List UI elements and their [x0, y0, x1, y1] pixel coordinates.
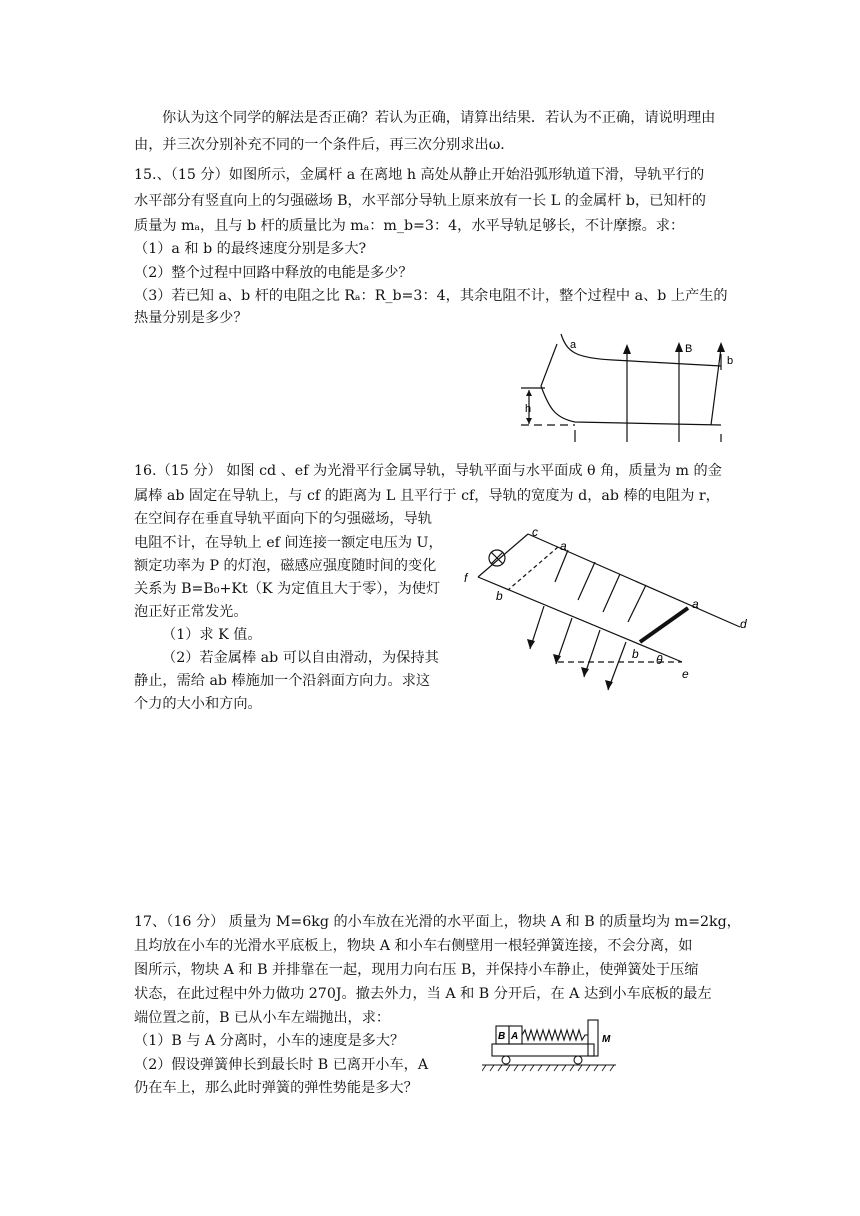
- q16-line-3: 在空间存在垂直导轨平面向下的匀强磁场，导轨: [134, 511, 432, 527]
- q15-line-3: 质量为 mₐ，且与 b 杆的质量比为 mₐ：m_b=3：4，水平导轨足够长，不计摩擦。求：: [134, 218, 685, 234]
- q16-label-c: c: [532, 525, 538, 539]
- q17-wheel-left: [502, 1056, 510, 1064]
- q16-rail-cf: [478, 534, 528, 577]
- q16-line-8: （1）求 K 值。: [162, 627, 262, 643]
- q16-line-2: 属棒 ab 固定在导轨上，与 cf 的距离为 L 且平行于 cf，导轨的宽度为 d，ab 棒的电阻为 r，: [134, 488, 720, 504]
- q17-spring: [522, 1030, 588, 1040]
- q15-arrowhead-3: [717, 342, 725, 352]
- q15-label-b: b: [727, 355, 734, 367]
- q16-line-4: 电阻不计，在导轨上 ef 间连接一额定电压为 U，: [134, 535, 443, 551]
- q15-label-h: h: [525, 403, 532, 415]
- q15-line-4: （1）a 和 b 的最终速度分别是多大?: [134, 241, 367, 257]
- intro-line-1: 你认为这个同学的解法是否正确？若认为正确，请算出结果．若认为不正确，请说明理由: [162, 110, 716, 126]
- q15-lower-rail: [541, 386, 721, 425]
- q17-line-8: 仍在车上，那么此时弹簧的弹性势能是多大？: [134, 1080, 418, 1096]
- q16-line-6: 关系为 B=B₀+Kt（K 为定值且大于零），为使灯: [134, 581, 441, 597]
- q17-line-6: （1）B 与 A 分离时，小车的速度是多大？: [134, 1033, 405, 1049]
- q15-line-2: 水平部分有竖直向上的匀强磁场 B，水平部分导轨上原来放有一长 L 的金属杆 b，已知杆的: [134, 193, 706, 209]
- q15-arrowhead-2: [675, 342, 683, 352]
- q16-line-7: 泡正好正常发光。: [134, 604, 248, 620]
- q17-line-5: 端位置之前，B 已从小车左端抛出，求：: [134, 1010, 391, 1026]
- q17-line-3: 图所示，物块 A 和 B 并排靠在一起，现用力向右压 B，并保持小车静止，使弹簧处于压缩: [134, 962, 699, 978]
- q16-line-1: 16.（15 分） 如图 cd 、ef 为光滑平行金属导轨，导轨平面与水平面成 θ 角，质量为 m 的金: [134, 463, 722, 479]
- q16-dashed-ab-prime: [508, 547, 558, 590]
- q15-rod-a: [541, 344, 557, 386]
- q17-line-2: 且均放在小车的光滑水平底板上，物块 A 和小车右侧壁用一根轻弹簧连接，不会分离，如: [134, 938, 693, 954]
- q15-line-6: （3）若已知 a、b 杆的电阻之比 Rₐ：R_b=3：4，其余电阻不计，整个过程中 a、b 上产生的: [134, 288, 728, 304]
- q17-label-B: B: [498, 1031, 506, 1042]
- q15-arrowhead-1: [623, 344, 631, 354]
- q15-line-1: 15.、（15 分）如图所示，金属杆 a 在离地 h 高处从静止开始沿弧形轨道下滑，导轨平行的: [134, 167, 705, 183]
- q17-line-4: 状态，在此过程中外力做功 270J。撤去外力，当 A 和 B 分开后，在 A 达到小车底板的最左: [134, 986, 712, 1002]
- q16-line-11: 个力的大小和方向。: [134, 696, 262, 712]
- q17-label-M: M: [602, 1034, 611, 1045]
- q16-line-5: 额定功率为 P 的灯泡，磁感应强度随时间的变化: [134, 558, 437, 574]
- q17-cart-wall: [588, 1020, 598, 1056]
- q16-incline-figure: [460, 522, 760, 697]
- q15-line-7: 热量分别是多少？: [134, 310, 248, 326]
- q17-label-A: A: [511, 1031, 519, 1042]
- q16-label-b: b: [632, 647, 639, 661]
- q16-line-10: 静止，需给 ab 棒施加一个沿斜面方向力。求这: [134, 673, 431, 689]
- q16-label-a: a: [692, 597, 699, 611]
- q16-label-f: f: [464, 571, 468, 585]
- q17-cart-figure: [482, 1018, 622, 1078]
- q16-label-d: d: [740, 617, 747, 631]
- q16-label-theta: θ: [656, 653, 663, 667]
- q15-label-a: a: [570, 339, 577, 351]
- q15-rail-figure: [515, 330, 745, 445]
- intro-line-2: 由，并三次分别补充不同的一个条件后，再三次分别求出ω．: [134, 137, 515, 153]
- q16-label-b-prime: b: [496, 589, 503, 603]
- q16-label-a-prime: a: [560, 539, 567, 553]
- q16-line-9: （2）若金属棒 ab 可以自由滑动，为保持其: [162, 650, 439, 666]
- q17-line-7: （2）假设弹簧伸长到最长时 B 已离开小车，A: [134, 1057, 429, 1073]
- q15-upper-rail: [561, 334, 721, 366]
- q17-cart-base: [492, 1044, 594, 1056]
- q17-line-1: 17、（16 分） 质量为 M=6kg 的小车放在光滑的水平面上，物块 A 和 B 的质量均为 m=2kg，: [134, 914, 741, 930]
- q15-label-B: B: [685, 343, 693, 355]
- q17-wheel-right: [574, 1056, 582, 1064]
- q16-rod-ab: [640, 608, 688, 642]
- q15-line-5: （2）整个过程中回路中释放的电能是多少？: [134, 265, 413, 281]
- q15-rod-b: [711, 348, 721, 425]
- q16-label-e: e: [682, 667, 689, 681]
